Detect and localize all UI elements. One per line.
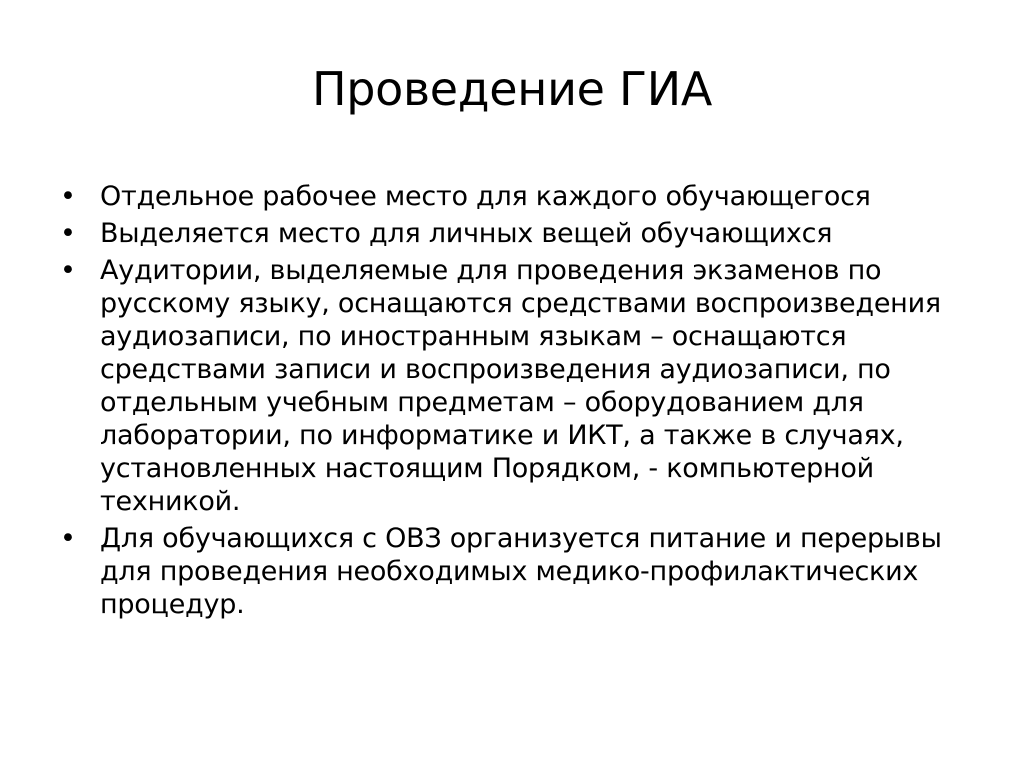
bullet-text: Для обучающихся с ОВЗ организуется питание и перерывы для проведения необходимых медико-профилактических процедур.: [100, 523, 942, 620]
bullet-item: [58, 180, 968, 213]
bullet-item: [58, 254, 968, 518]
bullet-text: Аудитории, выделяемые для проведения экзаменов по русскому языку, оснащаются средствами воспроизведения аудиозаписи, по иностранным языкам – оснащаются средствами записи и воспроизведения аудиозаписи, по отдельным учебным предметам – оборудованием для лаборатории, по информатике и ИКТ, а также в случаях, установленных настоящим Порядком, - компьютерной техникой.: [100, 255, 941, 517]
bullet-text: Выделяется место для личных вещей обучающихся: [100, 218, 833, 249]
bullet-dot-icon: •: [60, 255, 76, 286]
bullet-item: [58, 522, 968, 621]
bullet-item: [58, 217, 968, 250]
bullet-dot-icon: •: [60, 181, 76, 212]
slide-title: Проведение ГИА: [311, 62, 713, 116]
bullet-text: Отдельное рабочее место для каждого обучающегося: [100, 181, 871, 212]
bullet-dot-icon: •: [60, 523, 76, 554]
bullet-list: [58, 180, 968, 625]
bullet-dot-icon: •: [60, 218, 76, 249]
